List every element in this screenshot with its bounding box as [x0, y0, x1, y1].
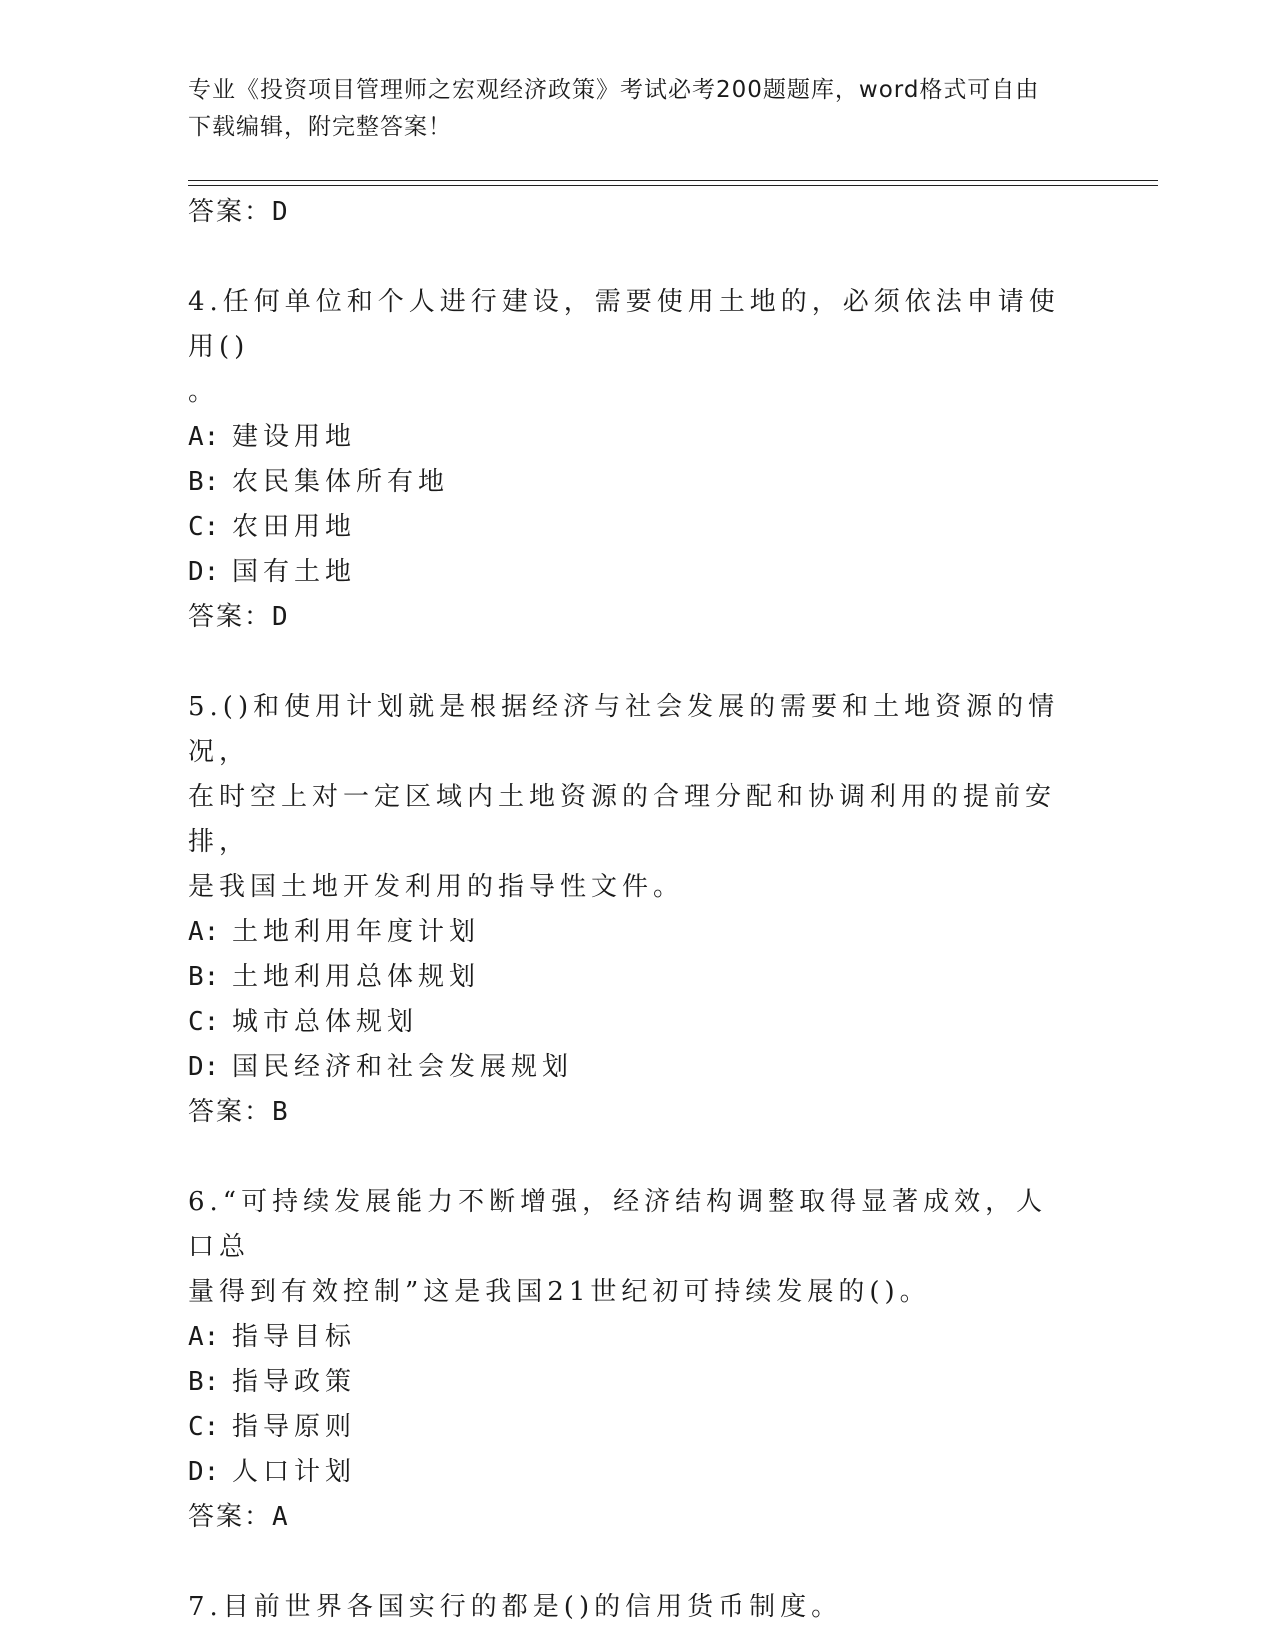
- option-a: A: 指导目标: [188, 1322, 357, 1352]
- header-rule-bottom: [188, 185, 1158, 186]
- option-d: D: 国有土地: [188, 557, 357, 587]
- option-b: B: 农民集体所有地: [188, 467, 450, 497]
- question-text-line: 7.目前世界各国实行的都是()的信用货币制度。: [188, 1592, 843, 1622]
- option-b: B: 指导政策: [188, 1367, 357, 1397]
- option-d: D: 人口计划: [188, 1457, 357, 1487]
- document-body: [188, 190, 1078, 1630]
- question-text-line: 量得到有效控制”这是我国21世纪初可持续发展的()。: [188, 1277, 931, 1307]
- question-block: [188, 280, 1078, 639]
- question-text-line: 在时空上对一定区域内土地资源的合理分配和协调利用的提前安排，: [188, 782, 1057, 857]
- answer-line: [188, 190, 1078, 234]
- answer-value: D: [272, 197, 288, 227]
- question-text-line: 。: [188, 377, 220, 407]
- answer-line: 答案：D: [188, 602, 288, 632]
- option-a: A: 土地利用年度计划: [188, 917, 481, 947]
- option-c: C: 农田用地: [188, 512, 357, 542]
- header-line-1: 专业《投资项目管理师之宏观经济政策》考试必考200题题库，word格式可自由: [188, 77, 1040, 103]
- option-d: D: 国民经济和社会发展规划: [188, 1052, 574, 1082]
- answer-line: 答案：B: [188, 1097, 288, 1127]
- answer-label: 答案：: [188, 197, 273, 227]
- question-text-line: 6.“可持续发展能力不断增强，经济结构调整取得显著成效，人口总: [188, 1187, 1048, 1262]
- header-line-2: 下载编辑，附完整答案！: [188, 114, 452, 140]
- option-a: A: 建设用地: [188, 422, 357, 452]
- question-block: [188, 1180, 1078, 1539]
- question-text-line: 是我国土地开发利用的指导性文件。: [188, 872, 685, 902]
- question-block: [188, 685, 1078, 1134]
- question-text-line: 5.()和使用计划就是根据经济与社会发展的需要和土地资源的情况，: [188, 692, 1060, 767]
- option-c: C: 城市总体规划: [188, 1007, 419, 1037]
- answer-line: 答案：A: [188, 1502, 288, 1532]
- question-text-line: 4.任何单位和个人进行建设，需要使用土地的，必须依法申请使用(): [188, 287, 1060, 362]
- option-c: C: 指导原则: [188, 1412, 357, 1442]
- document-header: [188, 72, 1088, 146]
- option-b: B: 土地利用总体规划: [188, 962, 481, 992]
- header-rule-top: [188, 180, 1158, 181]
- question-block: [188, 1585, 1078, 1630]
